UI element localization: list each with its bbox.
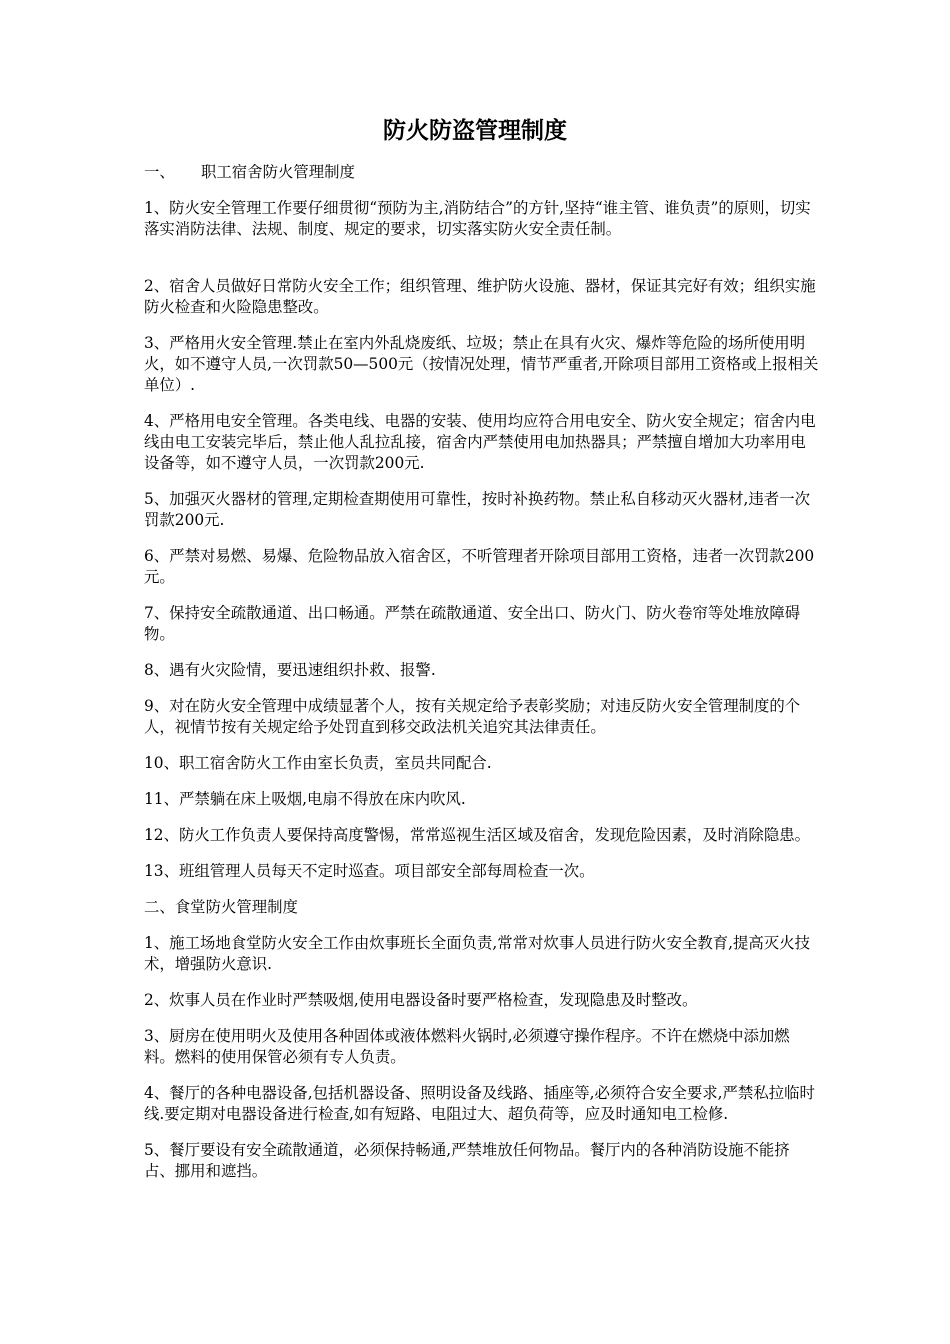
section-1-item-6: 6、严禁对易燃、易爆、危险物品放入宿舍区，不听管理者开除项目部用工资格，违者一次罚款200元。 <box>144 547 815 586</box>
section-1-item-1: 1、防火安全管理工作要仔细贯彻“预防为主,消防结合”的方针,坚持“谁主管、谁负责”的原则，切实落实消防法律、法规、制度、规定的要求，切实落实防火安全责任制。 <box>144 199 811 238</box>
section-2-item-5: 5、餐厅要设有安全疏散通道，必须保持畅通,严禁堆放任何物品。餐厅内的各种消防设施不能挤占、挪用和遮挡。 <box>144 1141 790 1180</box>
section-1-number: 一、 <box>144 163 175 181</box>
section-2-item-4: 4、餐厅的各种电器设备,包括机器设备、照明设备及线路、插座等,必须符合安全要求,严禁私拉临时线.要定期对电器设备进行检查,如有短路、电阻过大、超负荷等，应及时通知电工检修. <box>144 1084 815 1123</box>
section-2-heading: 二、食堂防火管理制度 <box>144 898 298 916</box>
section-1-item-10: 10、职工宿舍防火工作由室长负责，室员共同配合. <box>144 754 492 772</box>
section-1-item-2: 2、宿舍人员做好日常防火安全工作；组织管理、维护防火设施、器材，保证其完好有效；组织实施防火检查和火险隐患整改。 <box>144 277 816 316</box>
section-1-item-7: 7、保持安全疏散通道、出口畅通。严禁在疏散通道、安全出口、防火门、防火卷帘等处堆放障碍物。 <box>144 604 801 643</box>
section-2-item-2: 2、炊事人员在作业时严禁吸烟,使用电器设备时要严格检查，发现隐患及时整改。 <box>144 991 698 1009</box>
section-1-heading <box>144 162 819 183</box>
section-1-item-5: 5、加强灭火器材的管理,定期检查期使用可靠性，按时补换药物。禁止私自移动灭火器材,违者一次罚款200元. <box>144 490 810 529</box>
section-1-item-11: 11、严禁躺在床上吸烟,电扇不得放在床内吹风. <box>144 790 466 808</box>
section-1-item-4: 4、严格用电安全管理。各类电线、电器的安装、使用均应符合用电安全、防火安全规定；宿舍内电线由电工安装完毕后，禁止他人乱拉乱接，宿舍内严禁使用电加热器具；严禁擅自增加大功率用电设备等，如不遵守人员，一次罚款200元. <box>144 412 816 472</box>
section-1-item-3: 3、严格用火安全管理.禁止在室内外乱烧废纸、垃圾；禁止在具有火灾、爆炸等危险的场所使用明火，如不遵守人员,一次罚款50—500元（按情况处理，情节严重者,开除项目部用工资格或上报相关单位）. <box>144 334 819 394</box>
section-1-item-13: 13、班组管理人员每天不定时巡查。项目部安全部每周检查一次。 <box>144 862 595 880</box>
document-title: 防火防盗管理制度 <box>383 118 567 144</box>
section-1-item-8: 8、遇有火灾险情，要迅速组织扑救、报警. <box>144 661 436 679</box>
section-1-title: 职工宿舍防火管理制度 <box>201 163 355 181</box>
section-2-item-3: 3、厨房在使用明火及使用各种固体或液体燃料火锅时,必须遵守操作程序。不许在燃烧中添加燃料。燃料的使用保管必须有专人负责。 <box>144 1027 790 1066</box>
section-2-item-1: 1、施工场地食堂防火安全工作由炊事班长全面负责,常常对炊事人员进行防火安全教育,提高灭火技术，增强防火意识. <box>144 934 810 973</box>
section-1-item-12: 12、防火工作负责人要保持高度警惕，常常巡视生活区域及宿舍，发现危险因素，及时消除隐患。 <box>144 826 810 844</box>
section-1-item-9: 9、对在防火安全管理中成绩显著个人，按有关规定给予表彰奖励；对违反防火安全管理制度的个人，视情节按有关规定给予处罚直到移交政法机关追究其法律责任。 <box>144 697 801 736</box>
document-body <box>144 162 819 1197</box>
